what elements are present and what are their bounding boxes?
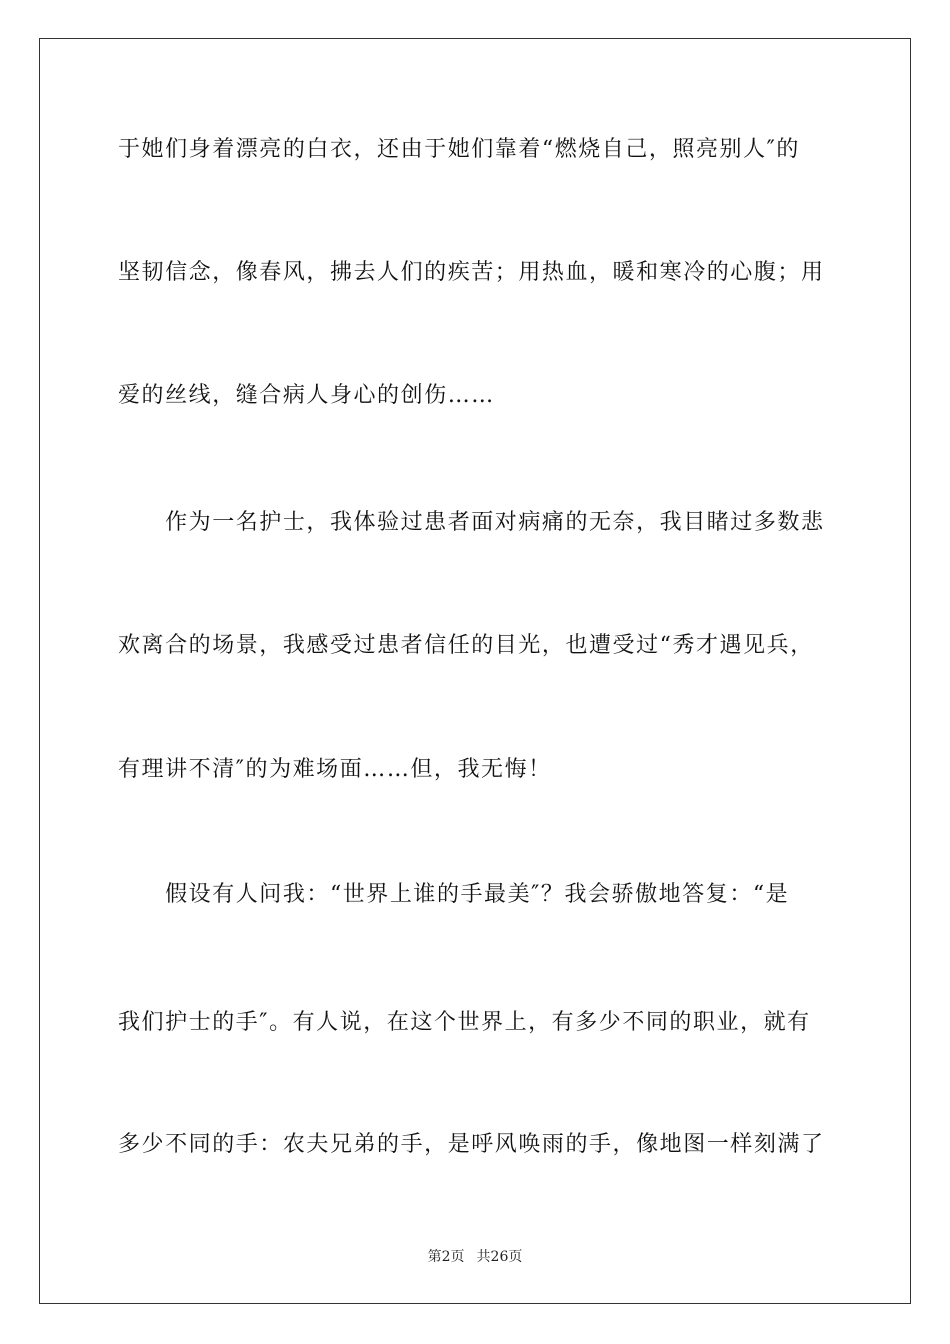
text-line-2: 坚韧信念，像春风，拂去人们的疾苦；用热血，暖和寒冷的心腹；用	[118, 260, 825, 285]
text-line-5: 欢离合的场景，我感受过患者信任的目光，也遭受过“秀才遇见兵，	[118, 633, 814, 658]
page-number: 第2页	[427, 1249, 465, 1265]
text-line-8: 我们护士的手″。有人说，在这个世界上，有多少不同的职业，就有	[118, 1010, 811, 1035]
text-line-1: 于她们身着漂亮的白衣，还由于她们靠着“燃烧自己，照亮别人″的	[118, 137, 800, 162]
text-line-4: 作为一名护士，我体验过患者面对病痛的无奈，我目睹过多数悲	[118, 510, 825, 535]
text-line-6: 有理讲不清″的为难场面……但，我无悔！	[118, 757, 552, 782]
page-border	[39, 38, 911, 1304]
text-line-9: 多少不同的手：农夫兄弟的手，是呼风唤雨的手，像地图一样刻满了	[118, 1132, 825, 1157]
text-line-3: 爱的丝线，缝合病人身心的创伤……	[118, 383, 495, 408]
page-footer	[0, 1248, 950, 1266]
page-total: 共26页	[476, 1249, 523, 1265]
text-line-7: 假设有人问我：“世界上谁的手最美″？我会骄傲地答复：“是	[118, 882, 790, 907]
